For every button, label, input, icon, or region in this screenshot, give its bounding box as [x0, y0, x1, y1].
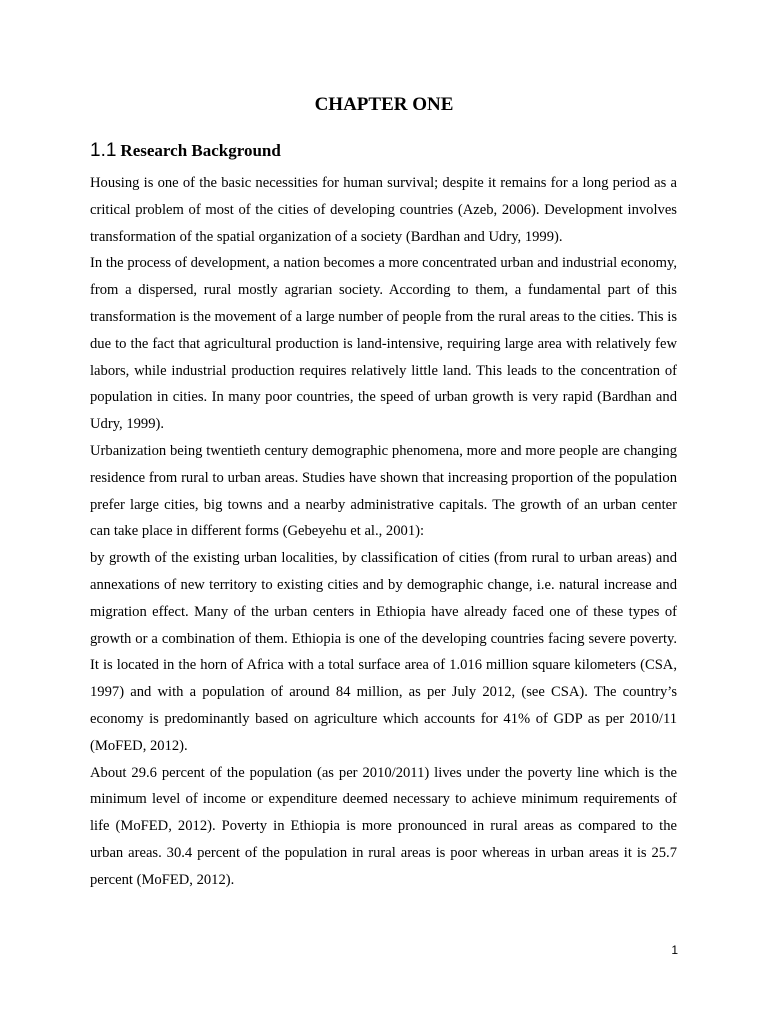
paragraph: Urbanization being twentieth century demographic phenomena, more and more people are changing residence from rural to urban areas. Studies have shown that increasing proportion of the population prefer large cities, big towns and a nearby administrative capitals. The growth of an urban center can take place in different forms (Gebeyehu et al., 2001):: [90, 442, 677, 540]
section-title: Research Background: [120, 141, 281, 160]
section-number: 1.1: [90, 140, 117, 161]
section-heading: [90, 139, 281, 163]
chapter-title: CHAPTER ONE: [314, 94, 454, 115]
paragraph: Housing is one of the basic necessities for human survival; despite it remains for a long period as a critical problem of most of the cities of developing countries (Azeb, 2006). Development involves transformation of the spatial organization of a society (Bardhan and Udry, 1999).: [90, 175, 677, 245]
page-number: 1: [671, 943, 678, 957]
paragraph: About 29.6 percent of the population (as per 2010/2011) lives under the poverty line which is the minimum level of income or expenditure deemed necessary to achieve minimum requirements of life (MoFED, 2012). Poverty in Ethiopia is more pronounced in rural areas as compared to the urban areas. 30.4 percent of the population in rural areas is poor whereas in urban areas it is 25.7 percent (MoFED, 2012).: [90, 764, 677, 888]
body-text: [90, 170, 677, 894]
paragraph: by growth of the existing urban localities, by classification of cities (from rural to urban areas) and annexations of new territory to existing cities and by demographic change, i.e. natural increase and migration effect. Many of the urban centers in Ethiopia have already faced one of these types of growth or a combination of them. Ethiopia is one of the developing countries facing severe poverty. It is located in the horn of Africa with a total surface area of 1.016 million square kilometers (CSA, 1997) and with a population of around 84 million, as per July 2012, (see CSA). The country’s economy is predominantly based on agriculture which accounts for 41% of GDP as per 2010/11 (MoFED, 2012).: [90, 550, 677, 754]
paragraph: In the process of development, a nation becomes a more concentrated urban and industrial economy, from a dispersed, rural mostly agrarian society. According to them, a fundamental part of this transformation is the movement of a large number of people from the rural areas to the cities. This is due to the fact that agricultural production is land-intensive, requiring large area with relatively few labors, while industrial production requires relatively little land. This leads to the concentration of population in cities. In many poor countries, the speed of urban growth is very rapid (Bardhan and Udry, 1999).: [90, 255, 677, 433]
